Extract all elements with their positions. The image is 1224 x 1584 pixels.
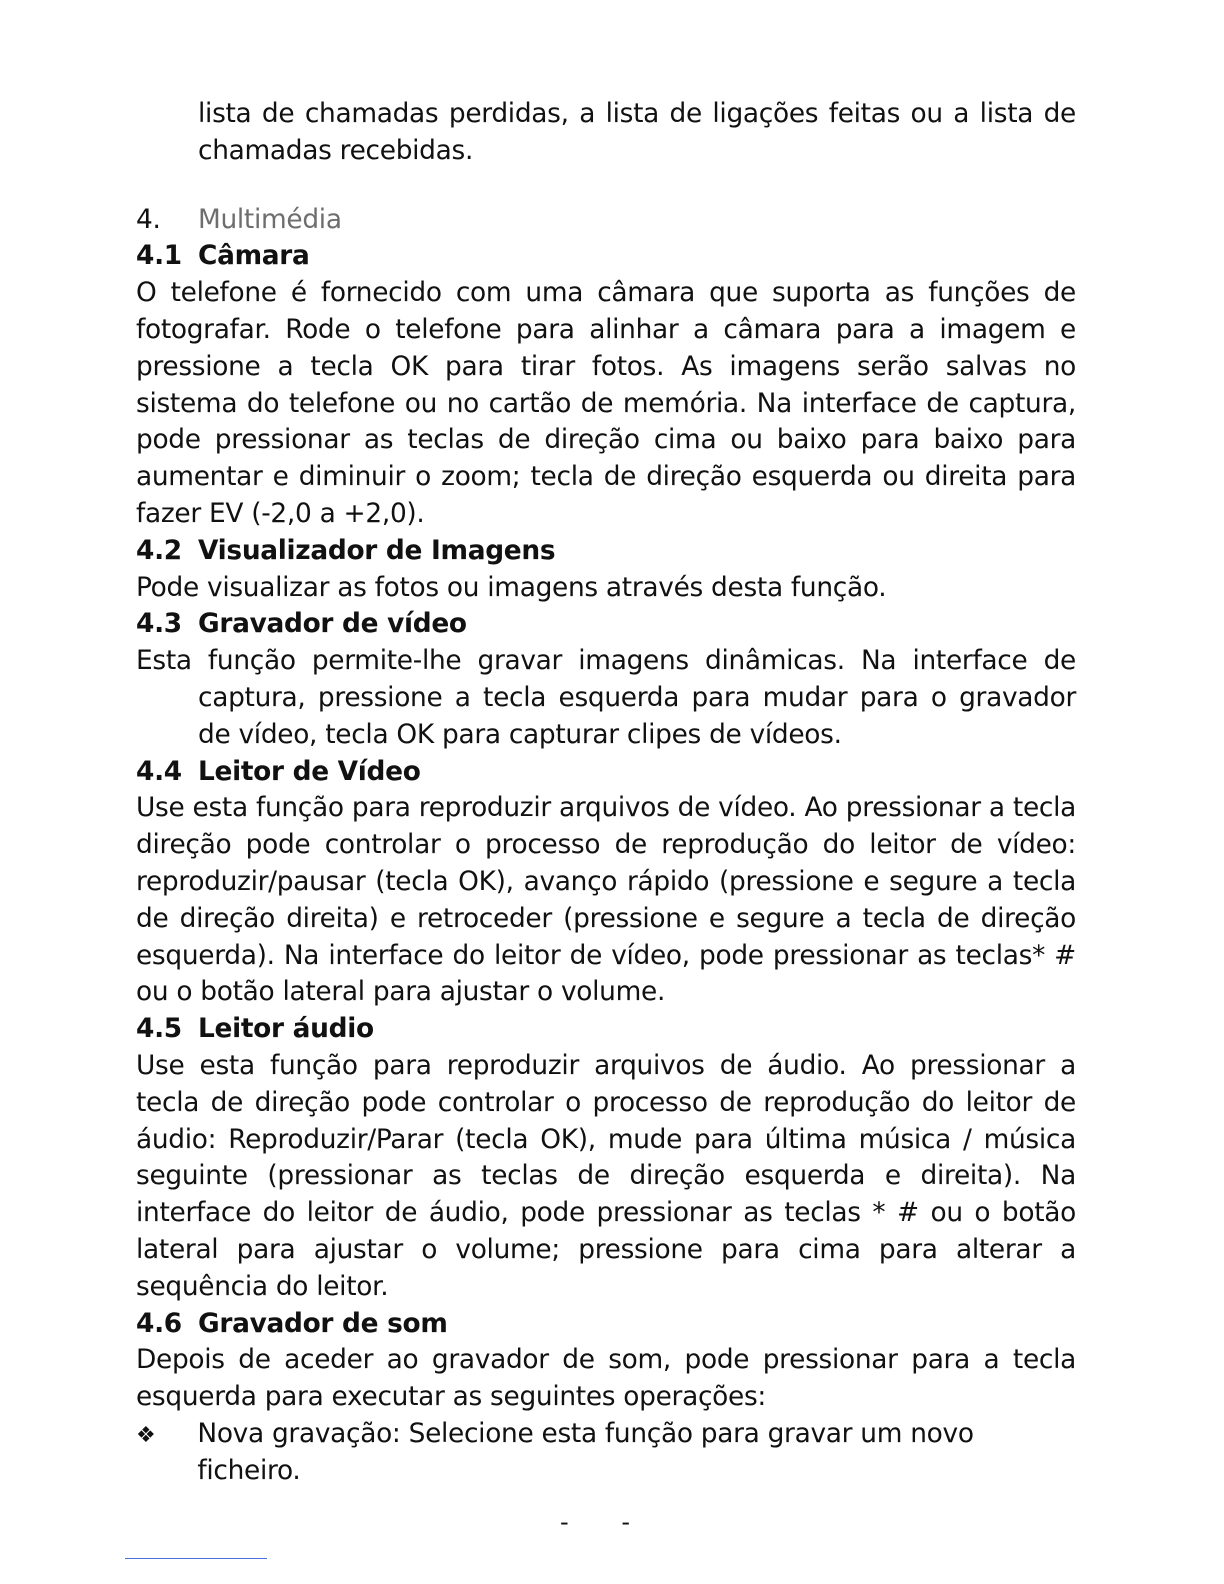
section-body-leitor-audio: Use esta função para reproduzir arquivos de áudio. Ao pressionar a tecla de direção pode controlar o processo de reprodução do leitor de áudio: Reproduzir/Parar (tecla OK), mude para última música / música seguinte (pressionar as teclas de direção esquerda e direita). Na interface do leitor de áudio, pode pressionar as teclas * # ou o botão lateral para ajustar o volume; pressione para cima para alterar a sequência do leitor. (136, 1049, 1076, 1302)
section-number: 4.6 (136, 1307, 182, 1339)
footer-dash-right: - (621, 1508, 630, 1536)
footer-dash-left: - (560, 1508, 569, 1536)
section-heading-leitor-audio (136, 1011, 1076, 1048)
section-title: Gravador de som (198, 1307, 448, 1339)
section-number: 4.3 (136, 608, 182, 640)
section-number: 4.2 (136, 534, 182, 566)
section-title: Leitor de Vídeo (198, 755, 421, 787)
section-number: 4.5 (136, 1013, 182, 1045)
chapter-heading (136, 202, 1076, 239)
section-heading-visualizador (136, 533, 1076, 570)
section-heading-camara (136, 238, 1076, 275)
spacer (136, 170, 1076, 202)
chapter-title: Multimédia (198, 203, 342, 235)
bullet-item (136, 1416, 1076, 1490)
bullet-text: Nova gravação: Selecione esta função para gravar um novo ficheiro. (197, 1417, 974, 1486)
intro-paragraph: lista de chamadas perdidas, a lista de ligações feitas ou a lista de chamadas recebidas. (198, 98, 1076, 166)
section-body-visualizador: Pode visualizar as fotos ou imagens através desta função. (136, 571, 887, 603)
section-body-gravador-som: Depois de aceder ao gravador de som, pode pressionar para a tecla esquerda para executar as seguintes operações: (136, 1344, 1076, 1413)
section-heading-gravador-video (136, 606, 1076, 643)
document-page (136, 96, 1076, 1489)
footnote-divider (125, 1558, 267, 1559)
section-title: Visualizador de Imagens (198, 534, 556, 566)
chapter-number: 4. (136, 203, 161, 235)
section-title: Leitor áudio (198, 1013, 374, 1045)
section-body-gravador-video: Esta função permite-lhe gravar imagens dinâmicas. Na interface de captura, pressione a tecla esquerda para mudar para o gravador de vídeo, tecla OK para capturar clipes de vídeos. (136, 645, 1076, 750)
section-body-camara: O telefone é fornecido com uma câmara que suporta as funções de fotografar. Rode o telefone para alinhar a câmara para a imagem e pressione a tecla OK para tirar fotos. As imagens serão salvas no sistema do telefone ou no cartão de memória. Na interface de captura, pode pressionar as teclas de direção cima ou baixo para baixo para aumentar e diminuir o zoom; tecla de direção esquerda ou direita para fazer EV (-2,0 a +2,0). (136, 277, 1076, 529)
section-title: Câmara (198, 240, 310, 272)
section-number: 4.1 (136, 240, 182, 272)
section-heading-gravador-som (136, 1306, 1076, 1343)
section-body-leitor-video: Use esta função para reproduzir arquivos de vídeo. Ao pressionar a tecla direção pode controlar o processo de reprodução do leitor de vídeo: reproduzir/pausar (tecla OK), avanço rápido (pressione e segure a tecla de direção direita) e retroceder (pressione e segure a tecla de direção esquerda). Na interface do leitor de vídeo, pode pressionar as teclas* # ou o botão lateral para ajustar o volume. (136, 792, 1076, 1008)
page-footer (560, 1508, 630, 1536)
section-heading-leitor-video (136, 754, 1076, 791)
section-title: Gravador de vídeo (198, 608, 467, 640)
bullet-diamond-icon: ❖ (136, 1422, 156, 1448)
section-number: 4.4 (136, 755, 182, 787)
